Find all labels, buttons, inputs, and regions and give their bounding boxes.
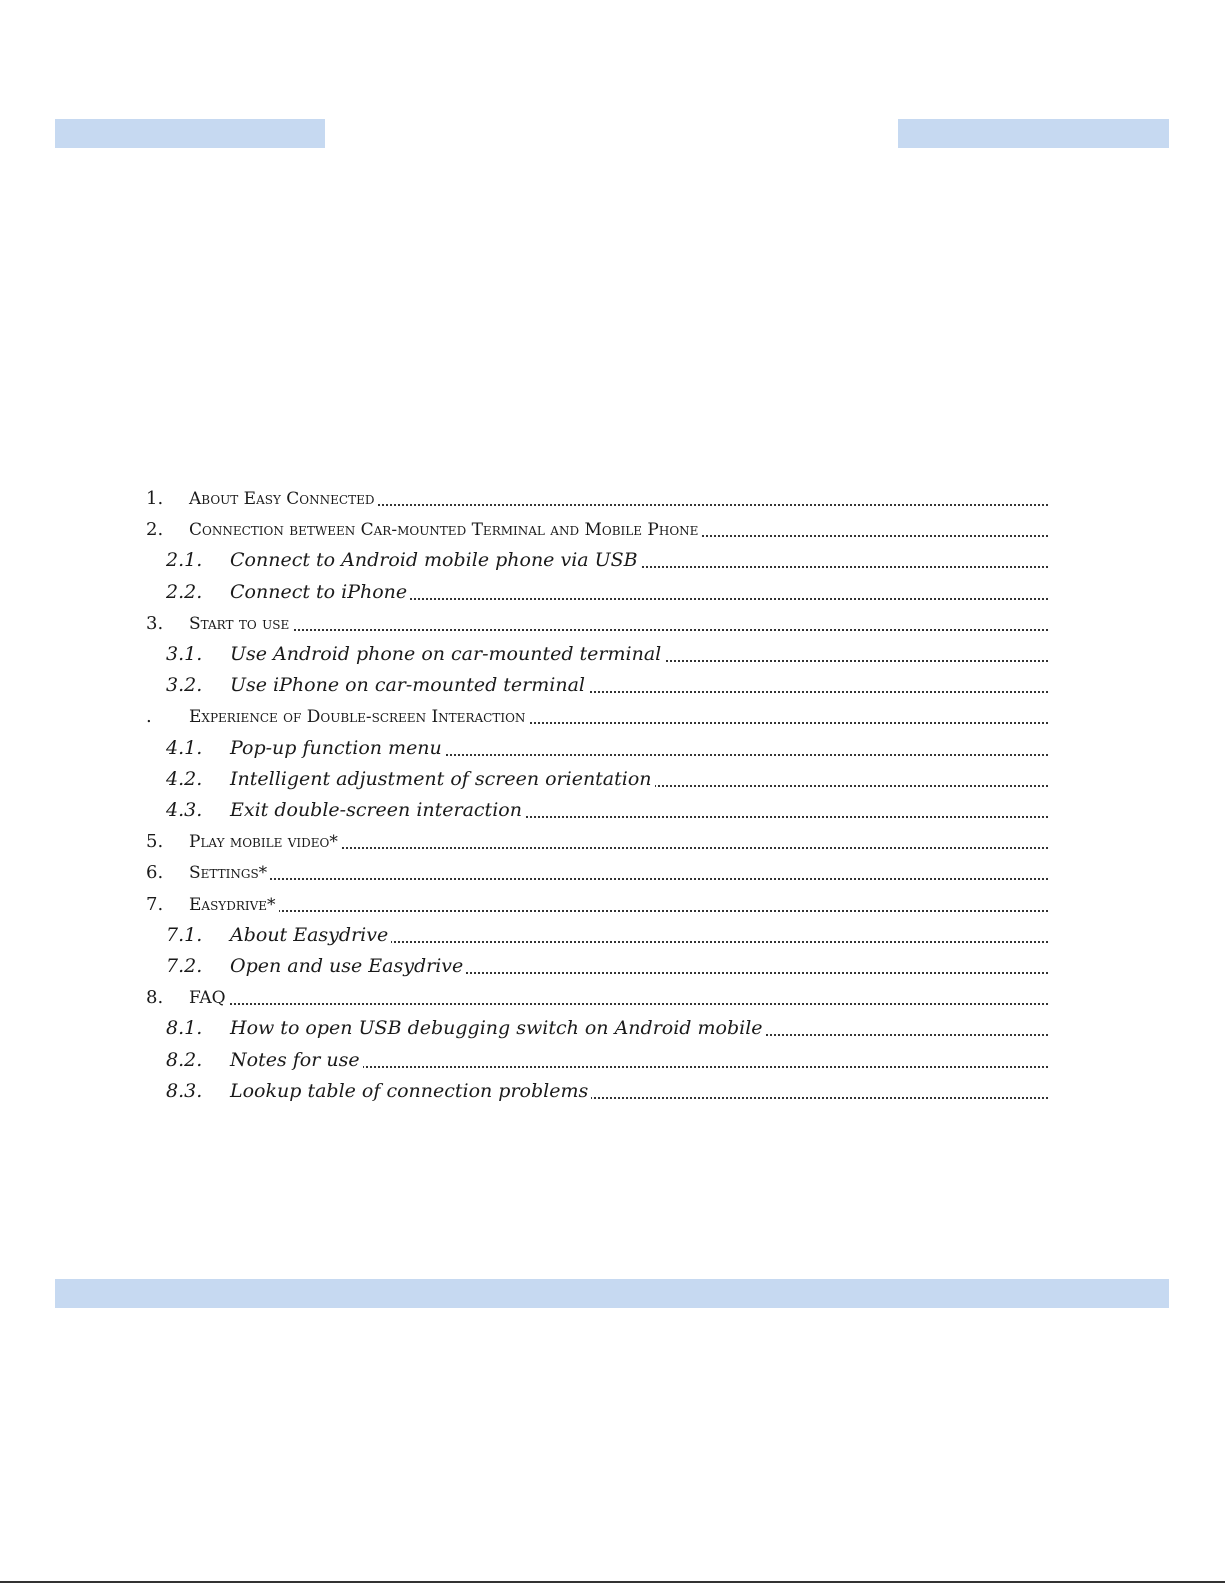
toc-entry-number: 5. <box>146 831 164 853</box>
toc-entry-number: 3. <box>146 612 164 634</box>
toc-entry-number: 8.2. <box>166 1048 203 1071</box>
toc-entry[interactable] <box>0 799 1048 823</box>
toc-entry-number: 8. <box>146 987 164 1009</box>
toc-entry-number: 4.2. <box>166 767 203 790</box>
toc-entry[interactable] <box>0 487 1048 511</box>
toc-entry-number: 7.2. <box>166 955 203 977</box>
toc-entry[interactable] <box>0 643 1048 667</box>
toc-entry-title: Settings* <box>189 863 270 883</box>
toc-entry[interactable] <box>0 986 1048 1010</box>
toc-entry[interactable] <box>0 737 1048 761</box>
toc-entry-title: How to open USB debugging switch on Android mobile <box>230 1017 766 1039</box>
toc-entry[interactable] <box>0 581 1048 605</box>
toc-entry-number: 6. <box>146 862 164 884</box>
toc-entry[interactable] <box>0 549 1048 573</box>
toc-entry[interactable] <box>0 674 1048 698</box>
toc-entry[interactable] <box>0 705 1048 729</box>
toc-entry-title: Easydrive* <box>189 895 279 915</box>
toc-dot-leader <box>189 1003 1048 1005</box>
toc-entry-title: Play mobile video* <box>189 832 341 852</box>
toc-entry-title: Start to use <box>189 614 292 634</box>
toc-entry[interactable] <box>0 612 1048 636</box>
toc-entry-number: 3.2. <box>166 674 203 697</box>
toc-entry-number: 4.3. <box>166 799 203 821</box>
toc-entry-number: 4.1. <box>166 736 203 759</box>
toc-entry-title: About Easy Connected <box>189 489 377 509</box>
toc-entry-title: Exit double-screen interaction <box>230 799 525 821</box>
toc-dot-leader <box>189 910 1048 912</box>
header-band-left <box>55 119 325 148</box>
toc-entry-title: Open and use Easydrive <box>230 955 466 977</box>
toc-entry[interactable] <box>0 768 1048 792</box>
toc-entry[interactable] <box>0 924 1048 948</box>
toc-entry-number: 2.2. <box>166 580 203 603</box>
footer-band <box>55 1279 1169 1308</box>
toc-entry-number: 3.1. <box>166 643 203 665</box>
toc-entry-number: 2. <box>146 519 164 541</box>
toc-entry-number: 1. <box>146 488 164 509</box>
toc-entry[interactable] <box>0 1017 1048 1041</box>
toc-entry-number: 8.1. <box>166 1017 203 1040</box>
toc-entry[interactable] <box>0 893 1048 917</box>
toc-entry-number: . <box>146 706 152 728</box>
toc-entry-title: Notes for use <box>230 1049 363 1071</box>
page-bottom-rule <box>0 1581 1225 1583</box>
toc-entry-number: 8.3. <box>166 1079 203 1102</box>
toc-entry-title: About Easydrive <box>230 924 391 946</box>
toc-entry-title: Intelligent adjustment of screen orientation <box>230 768 655 790</box>
toc-entry-title: Use iPhone on car-mounted terminal <box>230 674 588 696</box>
toc-entry[interactable] <box>0 518 1048 542</box>
toc-entry-title: Connect to iPhone <box>230 581 410 603</box>
toc-entry-title: Connection between Car-mounted Terminal and Mobile Phone <box>189 520 701 540</box>
toc-entry-title: Pop-up function menu <box>230 737 445 759</box>
header-band-right <box>898 119 1169 148</box>
toc-entry-title: Use Android phone on car-mounted terminal <box>230 643 664 665</box>
toc-entry[interactable] <box>0 1080 1048 1104</box>
toc-entry-title: Experience of Double-screen Interaction <box>189 707 528 727</box>
toc-entry-number: 7. <box>146 893 164 915</box>
toc-entry[interactable] <box>0 830 1048 854</box>
toc-entry[interactable] <box>0 861 1048 885</box>
toc-entry[interactable] <box>0 1049 1048 1073</box>
toc-entry-title: Lookup table of connection problems <box>230 1080 591 1102</box>
toc-entry-number: 2.1. <box>166 549 203 572</box>
toc-dot-leader <box>189 878 1048 880</box>
toc-entry-title: Connect to Android mobile phone via USB <box>230 549 641 571</box>
toc-dot-leader <box>189 629 1048 631</box>
toc-entry[interactable] <box>0 955 1048 979</box>
toc-entry-number: 7.1. <box>166 923 203 946</box>
toc-entry-title: FAQ <box>189 988 229 1008</box>
